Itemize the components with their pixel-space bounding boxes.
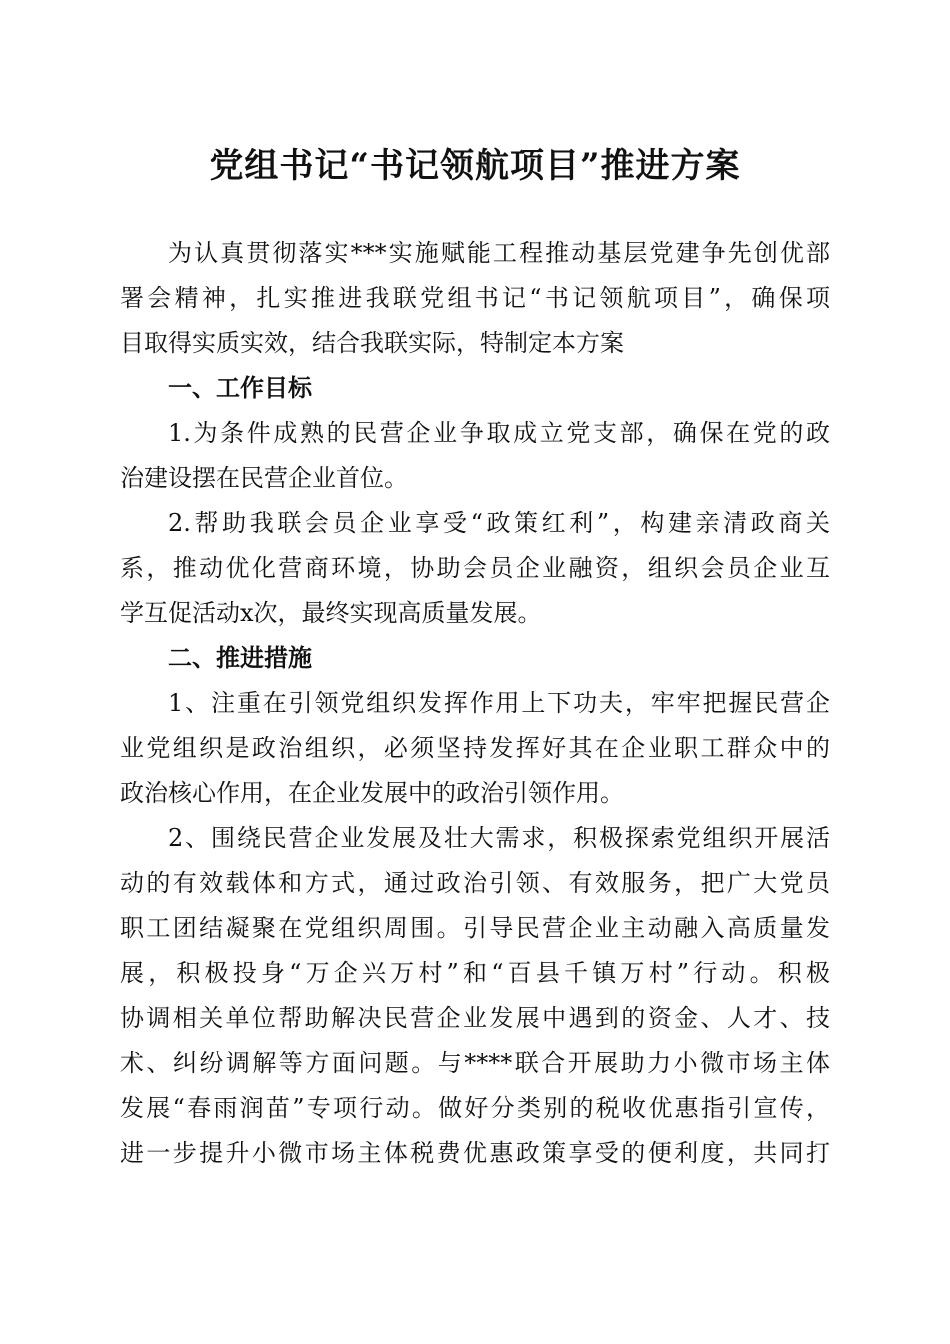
measure-1-line: 业党组织是政治组织，必须坚持发挥好其在企业职工群众中的 xyxy=(120,734,830,762)
intro-line: 署会精神，扎实推进我联党组书记“书记领航项目”，确保项 xyxy=(120,284,830,312)
intro-line: 为认真贯彻落实***实施赋能工程推动基层党建争先创优部 xyxy=(168,239,830,267)
goal-2-line: 学互促活动x次，最终实现高质量发展。 xyxy=(120,599,542,627)
measure-2-line: 协调相关单位帮助解决民营企业发展中遇到的资金、人才、技 xyxy=(120,1004,830,1032)
measure-2-line: 2、围绕民营企业发展及壮大需求，积极探索党组织开展活 xyxy=(168,824,830,852)
measure-1-line: 政治核心作用，在企业发展中的政治引领作用。 xyxy=(120,779,624,807)
measure-2-line: 术、纠纷调解等方面问题。与****联合开展助力小微市场主体 xyxy=(120,1049,830,1077)
goal-1-line: 治建设摆在民营企业首位。 xyxy=(120,464,408,492)
measure-2-line: 展，积极投身“万企兴万村”和“百县千镇万村”行动。积极 xyxy=(120,959,830,987)
intro-line: 目取得实质实效，结合我联实际，特制定本方案 xyxy=(120,329,624,357)
measure-2-line: 动的有效载体和方式，通过政治引领、有效服务，把广大党员 xyxy=(120,869,830,897)
goal-2-line: 2.帮助我联会员企业享受“政策红利”，构建亲清政商关 xyxy=(168,509,830,537)
goal-2-line: 系，推动优化营商环境，协助会员企业融资，组织会员企业互 xyxy=(120,554,830,582)
measure-1-line: 1、注重在引领党组织发挥作用上下功夫，牢牢把握民营企 xyxy=(168,689,830,717)
section-heading-measures: 二、推进措施 xyxy=(168,643,312,672)
measure-2-line: 职工团结凝聚在党组织周围。引导民营企业主动融入高质量发 xyxy=(120,914,830,942)
measure-2-line: 进一步提升小微市场主体税费优惠政策享受的便利度，共同打 xyxy=(120,1139,830,1167)
measure-2-line: 发展“春雨润苗”专项行动。做好分类别的税收优惠指引宣传， xyxy=(120,1094,830,1122)
goal-1-line: 1.为条件成熟的民营企业争取成立党支部，确保在党的政 xyxy=(168,419,830,447)
section-heading-goals: 一、工作目标 xyxy=(168,373,312,402)
document-title: 党组书记“书记领航项目”推进方案 xyxy=(209,146,741,186)
